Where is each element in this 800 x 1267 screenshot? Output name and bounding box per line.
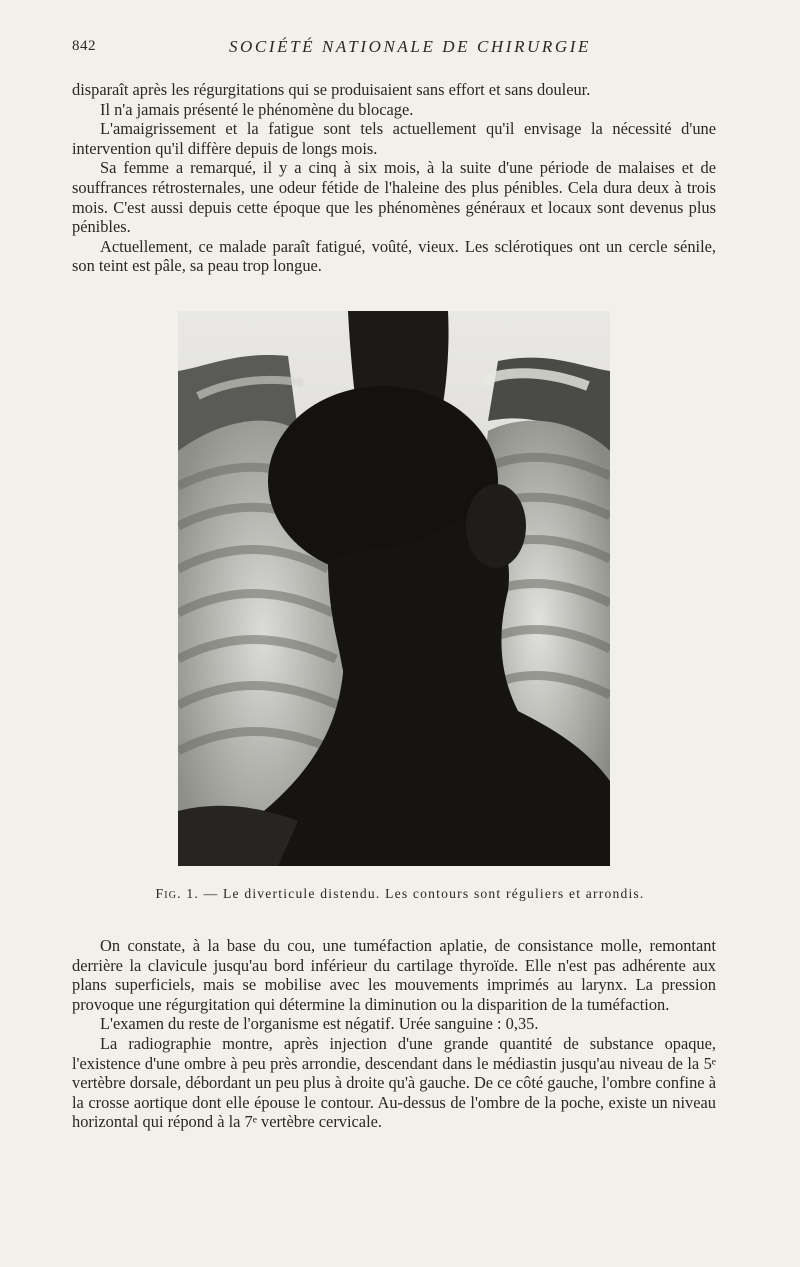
figure-label: Fig. 1. xyxy=(155,886,199,901)
paragraph: La radiographie montre, après injection d'une grande quantité de substance opaque, l'existence d'une ombre à peu près arrondie, descendant dans le médiastin jusqu'au niveau de la 5ᵉ vertèbre dorsale, débordant un peu plus à droite qu'à gauche. De ce côté gauche, l'ombre confine à la crosse aortique dont elle épouse le contour. Au-dessus de l'ombre de la poche, existe un niveau horizontal qui répond à la 7ᵉ vertèbre cervicale. xyxy=(72,1033,716,1132)
figure-caption xyxy=(100,886,700,902)
radiograph-figure xyxy=(178,311,610,866)
page-number: 842 xyxy=(72,38,96,54)
paragraph: L'amaigrissement et la fatigue sont tels actuellement qu'il envisage la nécessité d'une intervention qu'il diffère depuis de longs mois. xyxy=(72,119,716,158)
paragraph: On constate, à la base du cou, une tuméfaction aplatie, de consistance molle, remontant derrière la clavicule jusqu'au bord inférieur du cartilage thyroïde. Elle n'est pas adhérente aux plans superficiels, mais se mobilise avec les mouvements imprimés au larynx. La pression provoque une régurgitation qui détermine la diminution ou la disparition de la tuméfaction. xyxy=(72,936,716,1014)
running-head: SOCIÉTÉ NATIONALE DE CHIRURGIE xyxy=(228,37,592,56)
radiograph-image xyxy=(178,311,610,866)
paragraph: Il n'a jamais présenté le phénomène du blocage. xyxy=(100,99,414,119)
paragraph: Actuellement, ce malade paraît fatigué, voûté, vieux. Les sclérotiques ont un cercle sénile, son teint est pâle, sa peau trop longue. xyxy=(72,236,716,276)
body-text-bottom xyxy=(72,936,716,1132)
body-text-top xyxy=(72,80,716,276)
paragraph: disparaît après les régurgitations qui se produisaient sans effort et sans douleur. xyxy=(72,80,591,99)
paragraph: Sa femme a remarqué, il y a cinq à six mois, à la suite d'une période de malaises et de souffrances rétrosternales, une odeur fétide de l'haleine des plus pénibles. Cela dura deux à trois mois. C'est aussi depuis cette époque que les phénomènes généraux et locaux sont devenus plus pénibles. xyxy=(72,158,716,237)
paragraph: L'examen du reste de l'organisme est négatif. Urée sanguine : 0,35. xyxy=(100,1014,539,1034)
figure-caption-text: — Le diverticule distendu. Les contours sont réguliers et arrondis. xyxy=(203,886,645,901)
